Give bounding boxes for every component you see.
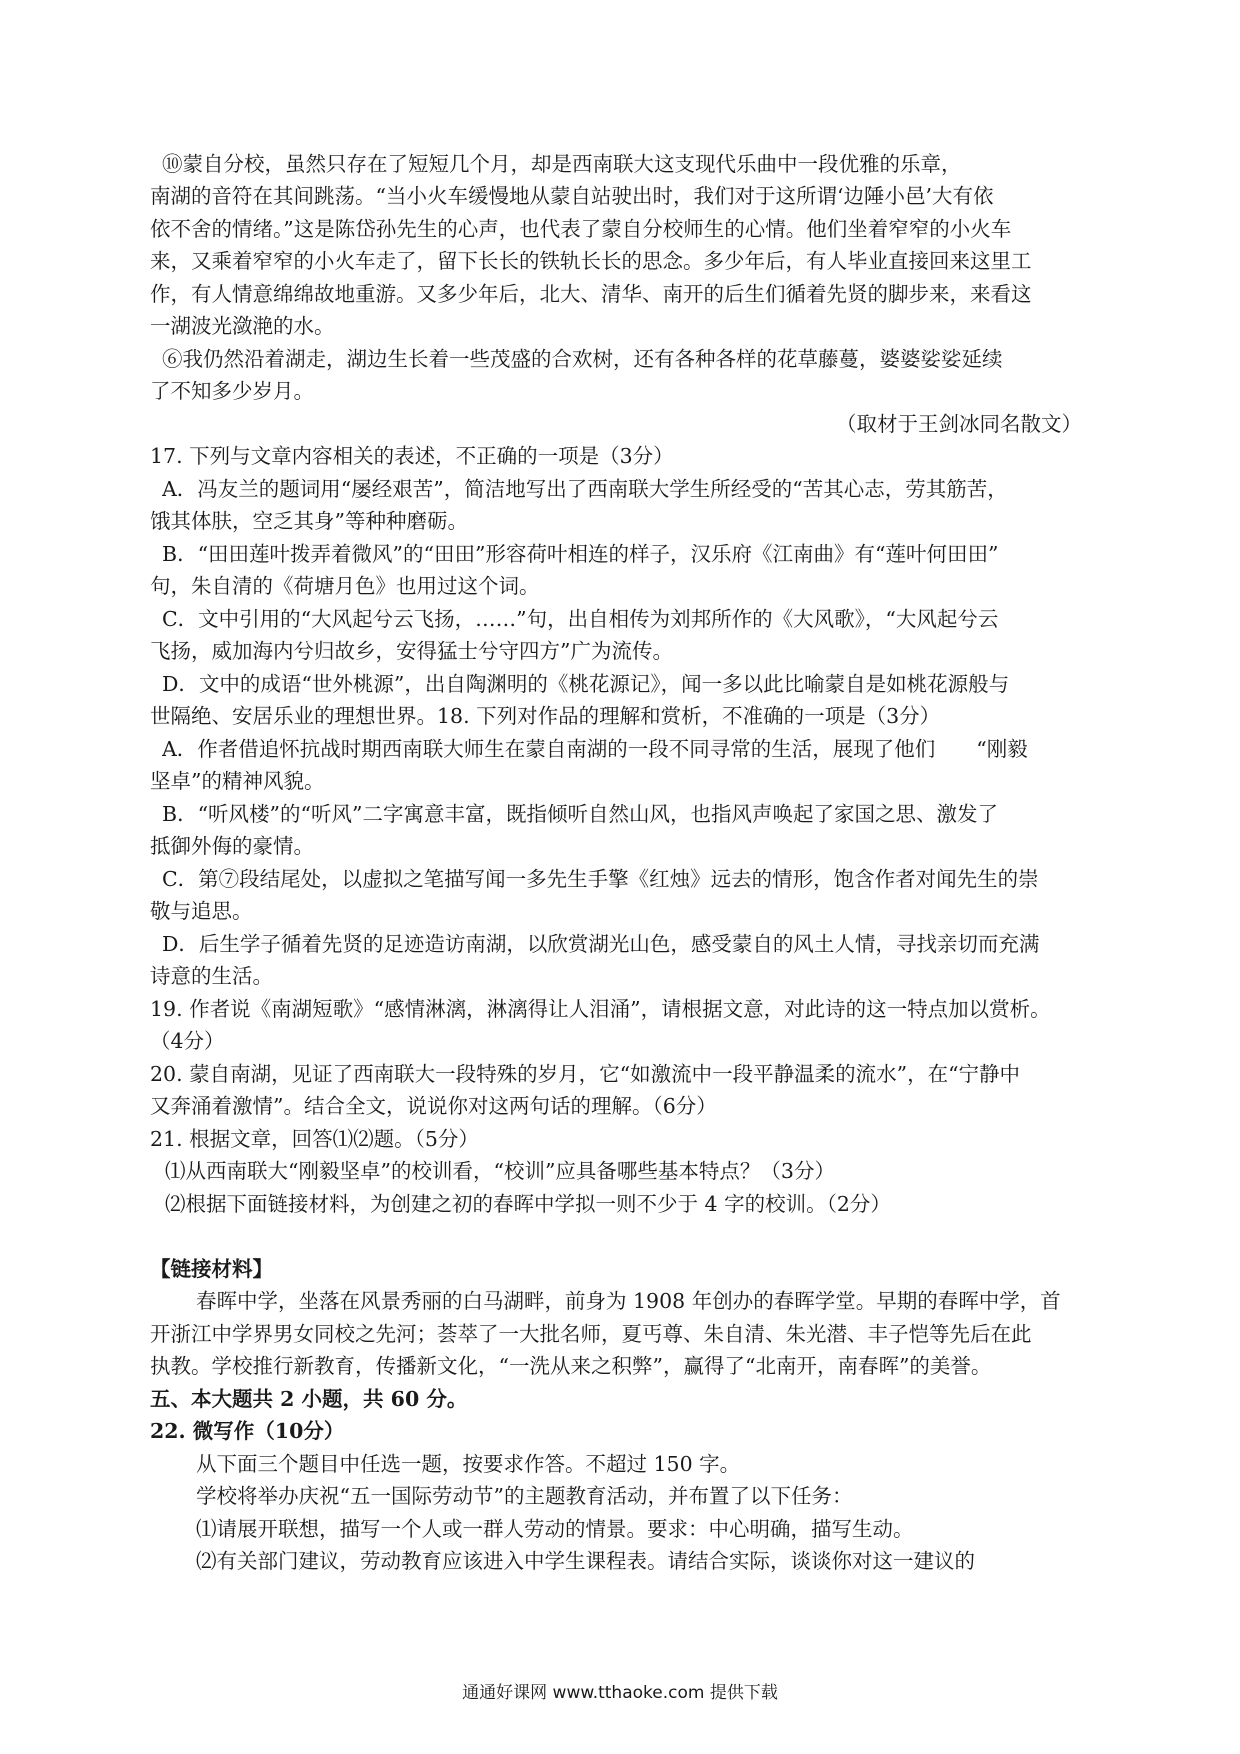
q17-option-line: A．冯友兰的题词用“屡经艰苦”，简洁地写出了西南联大学生所经受的“苦其心志，劳其筋苦， bbox=[162, 477, 1008, 501]
q17-option-line: 飞扬，威加海内兮归故乡，安得猛士兮守四方”广为流传。 bbox=[150, 639, 673, 663]
passage-line: ⑩蒙自分校，虽然只存在了短短几个月，却是西南联大这支现代乐曲中一段优雅的乐章， bbox=[162, 152, 962, 176]
q18-option-line: 抵御外侮的豪情。 bbox=[150, 834, 314, 858]
passage-line: 南湖的音符在其间跳荡。“当小火车缓慢地从蒙自站驶出时，我们对于这所谓‘边陲小邑’大有依 bbox=[150, 184, 994, 208]
question-22-line: 从下面三个题目中任选一题，按要求作答。不超过 150 字。 bbox=[196, 1452, 741, 1476]
q17-option-line: 句，朱自清的《荷塘月色》也用过这个词。 bbox=[150, 574, 540, 598]
link-material-line: 春晖中学，坐落在风景秀丽的白马湖畔，前身为 1908 年创办的春晖学堂。早期的春晖中学，首 bbox=[196, 1289, 1061, 1313]
passage-line: 依不舍的情绪。”这是陈岱孙先生的心声，也代表了蒙自分校师生的心情。他们坐着窄窄的小火车 bbox=[150, 217, 1012, 241]
question-22-line: ⑵有关部门建议，劳动教育应该进入中学生课程表。请结合实际，谈谈你对这一建议的 bbox=[196, 1549, 975, 1573]
question-21-sub: ⑵根据下面链接材料，为创建之初的春晖中学拟一则不少于 4 字的校训。（2分） bbox=[165, 1192, 891, 1216]
question-22-heading: 22. 微写作（10分） bbox=[150, 1419, 345, 1443]
page-footer: 通通好课网 www.tthaoke.com 提供下载 bbox=[462, 1683, 778, 1703]
link-material-line: 执教。学校推行新教育，传播新文化，“一洗从来之积弊”，赢得了“北南开，南春晖”的美誉。 bbox=[150, 1354, 992, 1378]
question-22-line: ⑴请展开联想，描写一个人或一群人劳动的情景。要求：中心明确，描写生动。 bbox=[196, 1517, 914, 1541]
question-20-line: 20. 蒙自南湖，见证了西南联大一段特殊的岁月，它“如激流中一段平静温柔的流水”，在“宁静中 bbox=[150, 1062, 1021, 1086]
question-20-line: 又奔涌着激情”。结合全文，说说你对这两句话的理解。（6分） bbox=[150, 1094, 717, 1118]
link-material-line: 开浙江中学界男女同校之先河；荟萃了一大批名师，夏丐尊、朱自清、朱光潜、丰子恺等先后在此 bbox=[150, 1322, 1032, 1346]
question-17-stem: 17. 下列与文章内容相关的表述，不正确的一项是（3分） bbox=[150, 444, 674, 468]
q18-option-line: 诗意的生活。 bbox=[150, 964, 273, 988]
passage-line: 一湖波光潋滟的水。 bbox=[150, 314, 335, 338]
question-21-stem: 21. 根据文章，回答⑴⑵题。（5分） bbox=[150, 1127, 479, 1151]
q17-option-line: B．“田田莲叶拨弄着微风”的“田田”形容荷叶相连的样子，汉乐府《江南曲》有“莲叶何田田” bbox=[162, 542, 999, 566]
q18-option-line: D．后生学子循着先贤的足迹造访南湖，以欣赏湖光山色，感受蒙自的风土人情，寻找亲切而充满 bbox=[162, 932, 1040, 956]
q18-option-line: C．第⑦段结尾处，以虚拟之笔描写闻一多先生手擎《红烛》远去的情形，饱含作者对闻先生的崇 bbox=[162, 867, 1039, 891]
link-material-heading: 【链接材料】 bbox=[150, 1257, 273, 1281]
question-22-line: 学校将举办庆祝“五一国际劳动节”的主题教育活动，并布置了以下任务： bbox=[196, 1484, 853, 1508]
passage-line: ⑥我仍然沿着湖走，湖边生长着一些茂盛的合欢树，还有各种各样的花草藤蔓，婆婆娑娑延续 bbox=[162, 347, 1003, 371]
q18-option-line: 坚卓”的精神风貌。 bbox=[150, 769, 325, 793]
section-5-heading: 五、本大题共 2 小题，共 60 分。 bbox=[150, 1387, 468, 1411]
q17-option-line: 饿其体肤，空乏其身”等种种磨砺。 bbox=[150, 509, 468, 533]
q17-option-line: 世隔绝、安居乐业的理想世界。18. 下列对作品的理解和赏析，不准确的一项是（3分） bbox=[150, 704, 941, 728]
q18-option-line: B．“听风楼”的“听风”二字寓意丰富，既指倾听自然山风，也指风声唤起了家国之思、激发了 bbox=[162, 802, 998, 826]
passage-line: 作，有人情意绵绵故地重游。又多少年后，北大、清华、南开的后生们循着先贤的脚步来，来看这 bbox=[150, 282, 1032, 306]
passage-source: （取材于王剑冰同名散文） bbox=[836, 412, 1082, 436]
q18-option-line: A．作者借追怀抗战时期西南联大师生在蒙自南湖的一段不同寻常的生活，展现了他们 “刚毅 bbox=[162, 737, 1028, 761]
q18-option-line: 敬与追思。 bbox=[150, 899, 253, 923]
question-19-line: 19. 作者说《南湖短歌》“感情淋漓，淋漓得让人泪涌”，请根据文意，对此诗的这一特点加以赏析。 bbox=[150, 997, 1051, 1021]
question-19-line: （4分） bbox=[150, 1029, 225, 1053]
passage-line: 了不知多少岁月。 bbox=[150, 379, 314, 403]
q17-option-line: D．文中的成语“世外桃源”，出自陶渊明的《桃花源记》，闻一多以此比喻蒙自是如桃花源般与 bbox=[162, 672, 1010, 696]
question-21-sub: ⑴从西南联大“刚毅坚卓”的校训看，“校训”应具备哪些基本特点？（3分） bbox=[165, 1159, 835, 1183]
passage-line: 来，又乘着窄窄的小火车走了，留下长长的铁轨长长的思念。多少年后，有人毕业直接回来这里工 bbox=[150, 249, 1032, 273]
q17-option-line: C．文中引用的“大风起兮云飞扬，……”句，出自相传为刘邦所作的《大风歌》，“大风起兮云 bbox=[162, 607, 999, 631]
